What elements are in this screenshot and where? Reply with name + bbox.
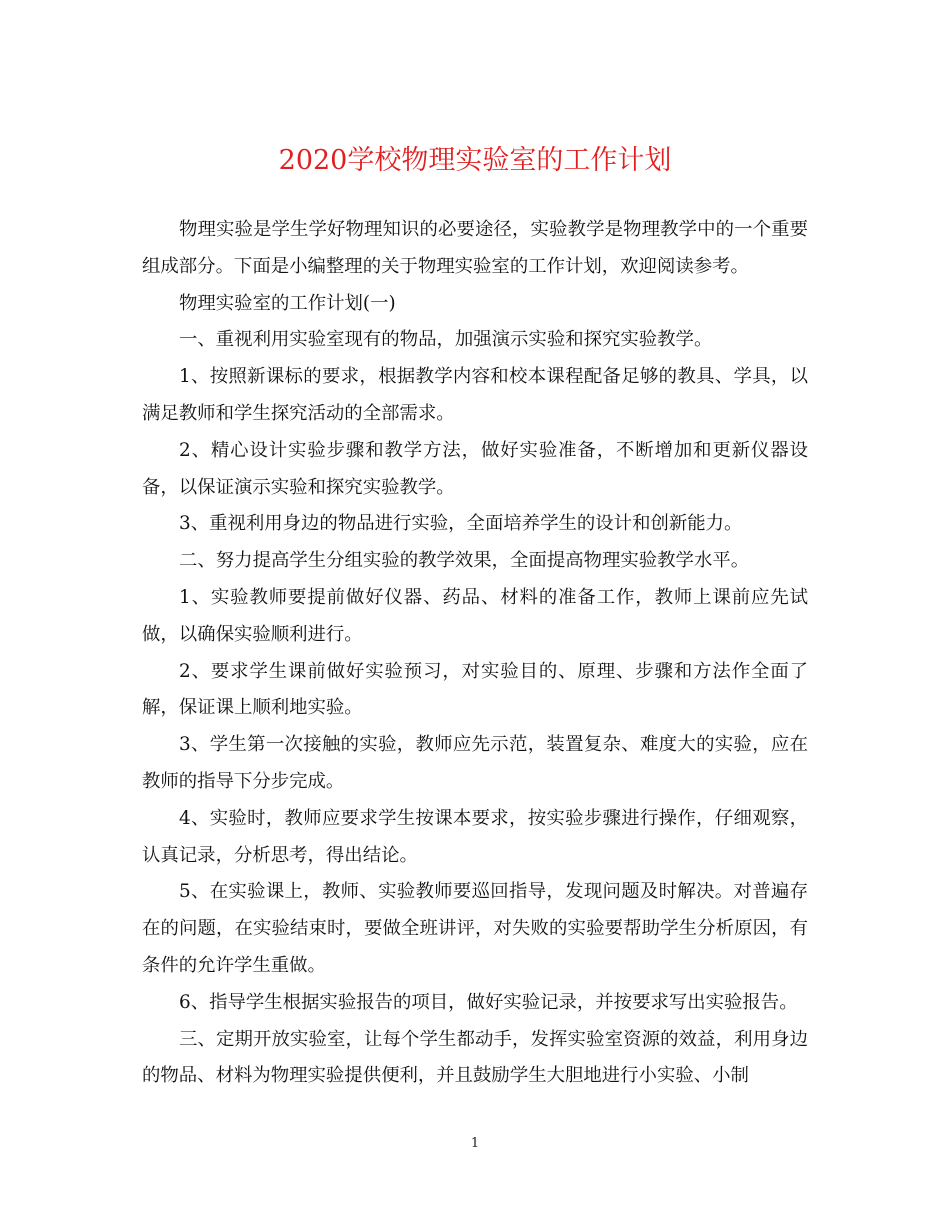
paragraph-item: 2、要求学生课前做好实验预习，对实验目的、原理、步骤和方法作全面了解，保证课上顺利地实验。 bbox=[142, 660, 808, 719]
paragraph-intro: 物理实验是学生学好物理知识的必要途径，实验教学是物理教学中的一个重要组成部分。下面是小编整理的关于物理实验室的工作计划，欢迎阅读参考。 bbox=[142, 219, 808, 277]
paragraph-item: 1、按照新课标的要求，根据教学内容和校本课程配备足够的教具、学具，以满足教师和学生探究活动的全部需求。 bbox=[142, 366, 808, 424]
paragraph-part-one: 一、重视利用实验室现有的物品，加强演示实验和探究实验教学。 bbox=[179, 329, 713, 351]
paragraph-item: 4、实验时，教师应要求学生按课本要求，按实验步骤进行操作，仔细观察，认真记录，分析思考，得出结论。 bbox=[142, 807, 808, 866]
paragraph-item: 1、实验教师要提前做好仪器、药品、材料的准备工作，教师上课前应先试做，以确保实验顺利进行。 bbox=[142, 586, 808, 645]
paragraph-part-three: 三、定期开放实验室，让每个学生都动手，发挥实验室资源的效益，利用身边的物品、材料为物理实验提供便利，并且鼓励学生大胆地进行小实验、小制 bbox=[142, 1028, 808, 1087]
paragraph-part-two: 二、努力提高学生分组实验的教学效果，全面提高物理实验教学水平。 bbox=[179, 550, 750, 572]
paragraph-item: 3、学生第一次接触的实验，教师应先示范，装置复杂、难度大的实验，应在教师的指导下分步完成。 bbox=[142, 734, 808, 792]
paragraph-item: 3、重视利用身边的物品进行实验，全面培养学生的设计和创新能力。 bbox=[179, 513, 743, 535]
page-number: 1 bbox=[470, 1136, 480, 1151]
paragraph-item: 5、在实验课上，教师、实验教师要巡回指导，发现问题及时解决。对普遍存在的问题，在实验结束时，要做全班讲评，对失败的实验要帮助学生分析原因，有条件的允许学生重做。 bbox=[142, 881, 808, 976]
document-body bbox=[142, 212, 808, 1095]
paragraph-section-heading: 物理实验室的工作计划(一) bbox=[179, 292, 396, 314]
paragraph-item: 6、指导学生根据实验报告的项目，做好实验记录，并按要求写出实验报告。 bbox=[179, 991, 798, 1013]
document-title: 2020学校物理实验室的工作计划 bbox=[278, 145, 672, 176]
paragraph-item: 2、精心设计实验步骤和教学方法，做好实验准备，不断增加和更新仪器设备，以保证演示实验和探究实验教学。 bbox=[142, 439, 808, 498]
